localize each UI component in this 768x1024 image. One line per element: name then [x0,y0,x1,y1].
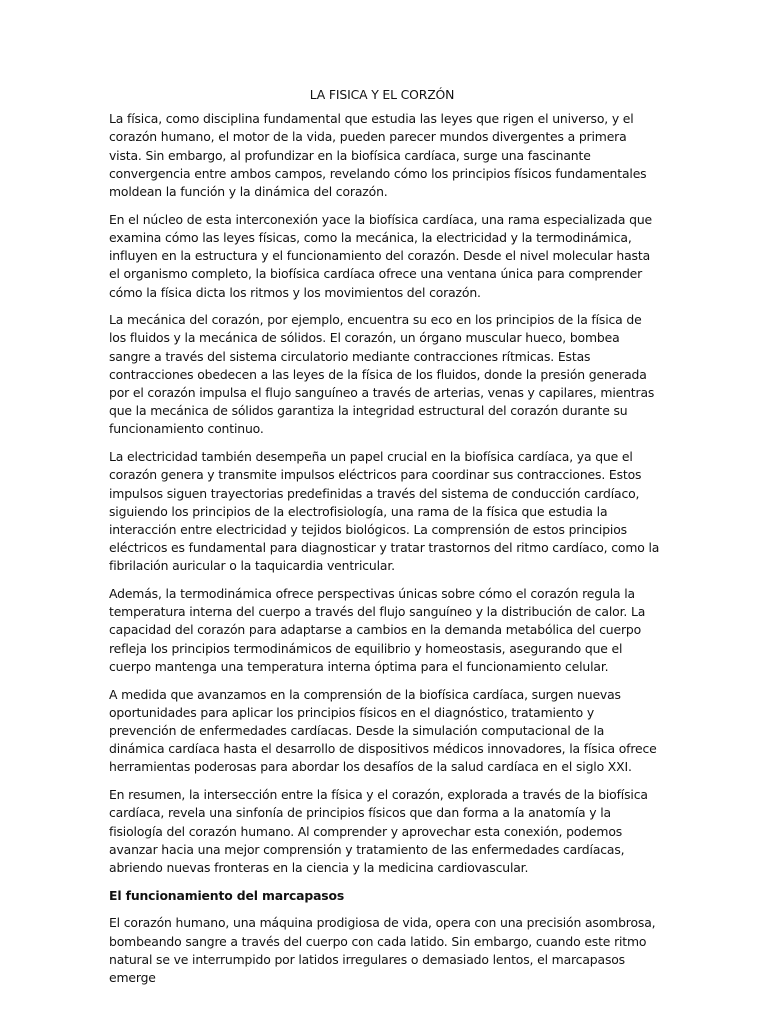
paragraph-mecanica: La mecánica del corazón, por ejemplo, encuentra su eco en los principios de la física de los fluidos y la mecánica de sólidos. El corazón, un órgano muscular hueco, bombea sangre a través del sistema circulatorio mediante contracciones rítmicas. Estas contracciones obedecen a las leyes de la física de los fluidos, donde la presión generada por el corazón impulsa el flujo sanguíneo a través de arterias, venas y capilares, mientras que la mecánica de sólidos garantiza la integridad estructural del corazón durante su funcionamiento continuo. [109,312,655,437]
paragraph-marcapasos: El corazón humano, una máquina prodigiosa de vida, opera con una precisión asombrosa, bombeando sangre a través del cuerpo con cada latido. Sin embargo, cuando este ritmo natural se ve interrumpido por latidos irregulares o demasiado lentos, el marcapasos emerge [109,915,656,985]
paragraph-electricidad: La electricidad también desempeña un papel crucial en la biofísica cardíaca, ya que el corazón genera y transmite impulsos eléctricos para coordinar sus contracciones. Estos impulsos siguen trayectorias predefinidas a través del sistema de conducción cardíaco, siguiendo los principios de la electrofisiología, una rama de la física que estudia la interacción entre electricidad y tejidos biológicos. La comprensión de estos principios eléctricos es fundamental para diagnosticar y tratar trastornos del ritmo cardíaco, como la fibrilación auricular o la taquicardia ventricular. [109,449,660,574]
section-heading-marcapasos: El funcionamiento del marcapasos [109,887,345,903]
paragraph-resumen: En resumen, la intersección entre la física y el corazón, explorada a través de la biofísica cardíaca, revela una sinfonía de principios físicos que dan forma a la anatomía y la fisiología del corazón humano. Al comprender y aprovechar esta conexión, podemos avanzar hacia una mejor comprensión y tratamiento de las enfermedades cardíacas, abriendo nuevas fronteras en la ciencia y la medicina cardiovascular. [109,787,648,875]
document-page [109,86,661,997]
paragraph-oportunidades: A medida que avanzamos en la comprensión de la biofísica cardíaca, surgen nuevas oportunidades para aplicar los principios físicos en el diagnóstico, tratamiento y prevención de enfermedades cardíacas. Desde la simulación computacional de la dinámica cardíaca hasta el desarrollo de dispositivos médicos innovadores, la física ofrece herramientas poderosas para abordar los desafíos de la salud cardíaca en el siglo XXI. [109,686,657,775]
paragraph-intro: La física, como disciplina fundamental que estudia las leyes que rigen el universo, y el corazón humano, el motor de la vida, pueden parecer mundos divergentes a primera vista. Sin embargo, al profundizar en la biofísica cardíaca, surge una fascinante convergencia entre ambos campos, revelando cómo los principios físicos fundamentales moldean la función y la dinámica del corazón. [109,111,647,200]
paragraph-biofisica: En el núcleo de esta interconexión yace la biofísica cardíaca, una rama especializada que examina cómo las leyes físicas, como la mecánica, la electricidad y la termodinámica, influyen en la estructura y el funcionamiento del corazón. Desde el nivel molecular hasta el organismo completo, la biofísica cardíaca ofrece una ventana única para comprender cómo la física dicta los ritmos y los movimientos del corazón. [109,211,653,300]
paragraph-termodinamica: Además, la termodinámica ofrece perspectivas únicas sobre cómo el corazón regula la temperatura interna del cuerpo a través del flujo sanguíneo y la distribución de calor. La capacidad del corazón para adaptarse a cambios en la demanda metabólica del cuerpo refleja los principios termodinámicos de equilibrio y homeostasis, asegurando que el cuerpo mantenga una temperatura interna óptima para el funcionamiento celular. [109,586,646,674]
document-title: LA FISICA Y EL CORZÓN [309,87,455,102]
